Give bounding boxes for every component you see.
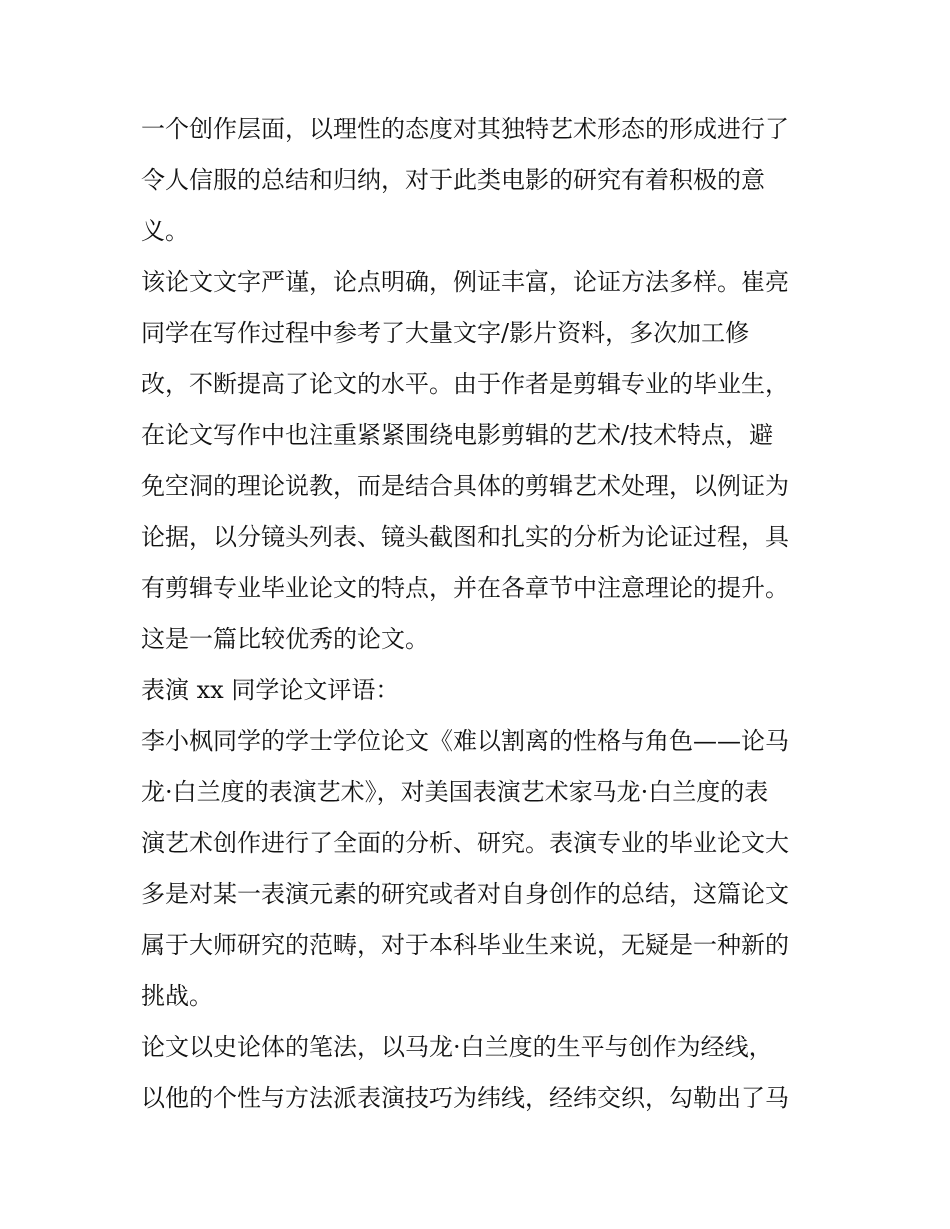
section-heading: 表演 xx 同学论文评语： [141, 676, 400, 704]
text-line: 这是一篇比较优秀的论文。 [141, 625, 429, 653]
text-line: 挑战。 [141, 982, 213, 1010]
text-line: 免空洞的理论说教，而是结合具体的剪辑艺术处理，以例证为 [141, 472, 789, 500]
text-line: 论文以史论体的笔法，以马龙·白兰度的生平与创作为经线， [141, 1033, 773, 1061]
text-line: 以他的个性与方法派表演技巧为纬线，经纬交织，勾勒出了马 [141, 1084, 789, 1112]
text-line: 龙·白兰度的表演艺术》，对美国表演艺术家马龙·白兰度的表 [141, 778, 769, 806]
text-line: 义。 [141, 217, 189, 245]
text-line: 多是对某一表演元素的研究或者对自身创作的总结，这篇论文 [141, 880, 789, 908]
text-line: 有剪辑专业毕业论文的特点，并在各章节中注意理论的提升。 [141, 574, 789, 602]
text-line: 该论文文字严谨，论点明确，例证丰富，论证方法多样。崔亮 [141, 268, 789, 296]
text-line: 属于大师研究的范畴，对于本科毕业生来说，无疑是一种新的 [141, 931, 789, 959]
text-line: 演艺术创作进行了全面的分析、研究。表演专业的毕业论文大 [141, 829, 789, 857]
text-line: 改，不断提高了论文的水平。由于作者是剪辑专业的毕业生， [141, 370, 789, 398]
text-line: 李小枫同学的学士学位论文《难以割离的性格与角色——论马 [141, 727, 789, 755]
text-line: 在论文写作中也注重紧紧围绕电影剪辑的艺术/技术特点，避 [141, 421, 774, 449]
text-line: 令人信服的总结和归纳，对于此类电影的研究有着积极的意 [141, 166, 765, 194]
text-line: 论据，以分镜头列表、镜头截图和扎实的分析为论证过程，具 [141, 523, 789, 551]
body-text [141, 104, 821, 1124]
text-line: 同学在写作过程中参考了大量文字/影片资料，多次加工修 [141, 319, 750, 347]
text-line: 一个创作层面，以理性的态度对其独特艺术形态的形成进行了 [141, 115, 789, 143]
